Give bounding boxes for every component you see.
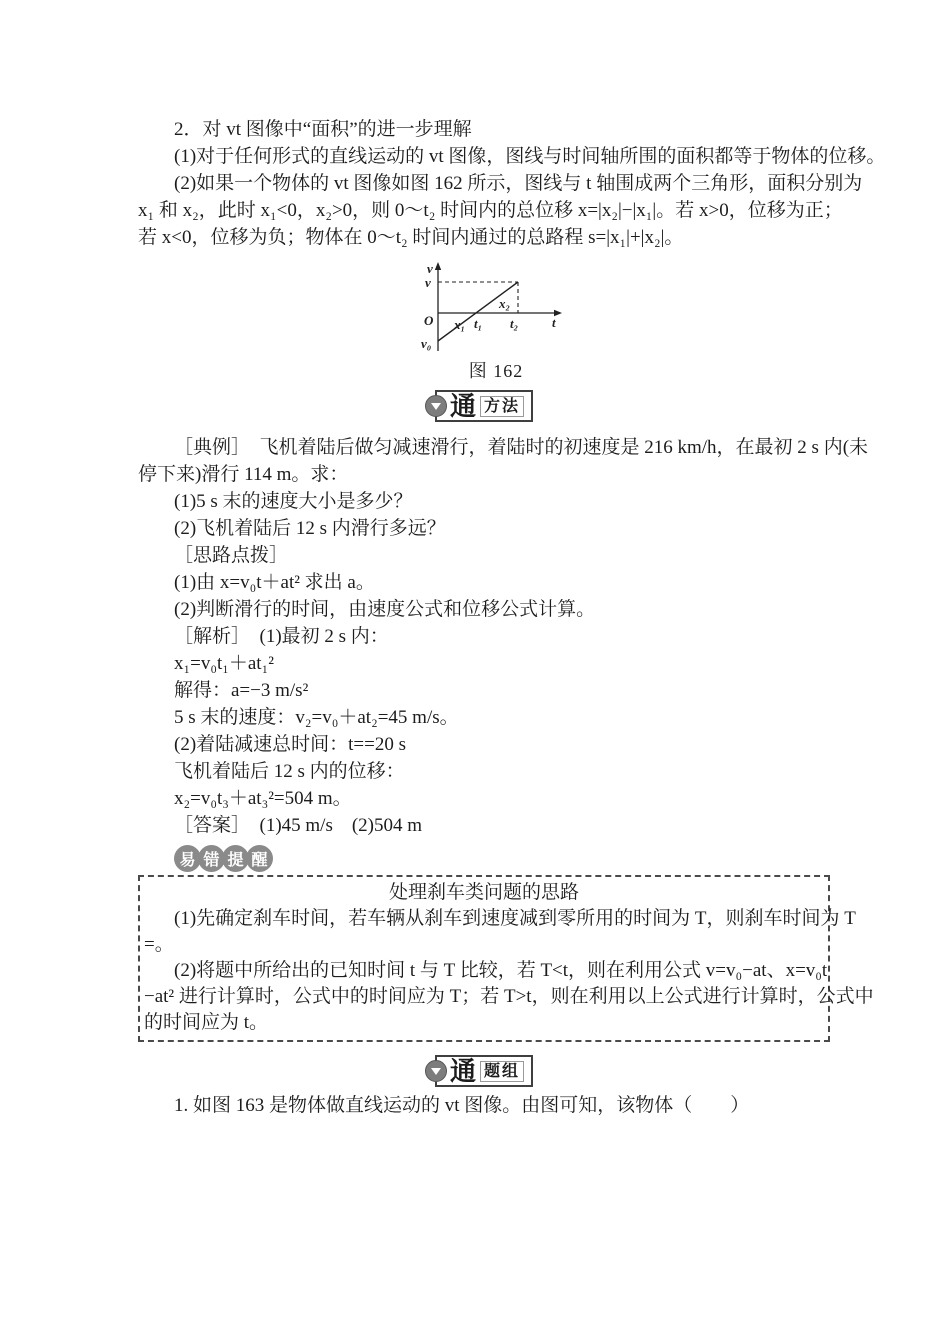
warning-box-line-3: (2)将题中所给出的已知时间 t 与 T 比较，若 T<t，则在利用公式 v=v₀−at、x=v₀t [174, 960, 828, 981]
method-badge [435, 390, 533, 422]
label-t1: t₁ [474, 316, 483, 331]
example-line-7: (2)判断滑行的时间，由速度公式和位移公式计算。 [174, 599, 596, 620]
question-line: 1. 如图 163 是物体做直线运动的 vt 图像。由图可知，该物体（ ） [174, 1095, 750, 1116]
error-alert-char-4: 醒 [246, 845, 273, 872]
label-x1: x₁ [454, 317, 466, 332]
example-line-8: ［解析］ (1)最初 2 s 内： [174, 626, 389, 647]
intro-line-2: (1)对于任何形式的直线运动的 vt 图像，图线与时间轴所围的面积都等于物体的位移。 [174, 146, 886, 167]
intro-line-4: x₁ 和 x₂，此时 x₁<0，x₂>0，则 0～t₂ 时间内的总位移 x=|x₂|−|x₁|。若 x>0，位移为正； [138, 200, 843, 221]
example-line-5: ［思路点拨］ [174, 545, 289, 566]
intro-line-1: 2．对 vt 图像中“面积”的进一步理解 [174, 119, 472, 140]
example-line-9: x₁=v₀t₁＋at₁² [174, 653, 274, 674]
warning-box-line-1: (1)先确定刹车时间，若车辆从刹车到速度减到零所用的时间为 T，则刹车时间为 T [174, 908, 856, 929]
vt-graph-svg [416, 261, 576, 357]
error-alert-badge [174, 844, 830, 872]
warning-box-line-4: −at² 进行计算时，公式中的时间应为 T；若 T>t，则在利用以上公式进行计算时，公式中 [144, 986, 874, 1007]
label-v0: v₀ [421, 336, 432, 351]
warning-box [138, 875, 874, 1042]
example-line-10: 解得：a=−3 m/s² [174, 680, 309, 701]
example-line-14: x₂=v₀t₃＋at₃²=504 m。 [174, 788, 352, 809]
example-line-4: (2)飞机着陆后 12 s 内滑行多远？ [174, 518, 446, 539]
warning-box-line-2: =。 [144, 934, 174, 955]
error-alert-char-1: 易 [174, 845, 201, 872]
intro-line-5: 若 x<0，位移为负；物体在 0～t₂ 时间内通过的总路程 s=|x₁|+|x₂|。 [138, 227, 684, 248]
pin-triangle-icon [425, 395, 447, 417]
label-x2: x₂ [499, 296, 511, 311]
intro-line-3: (2)如果一个物体的 vt 图像如图 162 所示，图线与 t 轴围成两个三角形，面积分别为 [174, 173, 863, 194]
label-v-level: v [425, 275, 431, 290]
error-alert-char-2: 错 [198, 845, 225, 872]
method-badge-main: 通 [449, 391, 476, 421]
label-t-axis: t [552, 315, 556, 330]
warning-box-title: 处理刹车类问题的思路 [388, 882, 579, 903]
group-badge-row [138, 1056, 830, 1086]
y-axis-arrow [435, 262, 441, 270]
method-badge-row [138, 391, 830, 421]
example-line-12: (2)着陆减速总时间：t==20 s [174, 734, 407, 755]
example-line-3: (1)5 s 末的速度大小是多少？ [174, 491, 413, 512]
group-badge-sub: 题组 [480, 1061, 524, 1082]
group-badge-main: 通 [449, 1056, 476, 1086]
example-line-11: 5 s 末的速度：v₂=v₀＋at₂=45 m/s。 [174, 707, 459, 728]
example-line-13: 飞机着陆后 12 s 内的位移： [174, 761, 405, 782]
example-line-1: ［典例］ 飞机着陆后做匀减速滑行，着陆时的初速度是 216 km/h，在最初 2 s 内(未 [174, 437, 869, 458]
pin-triangle-icon [425, 1060, 447, 1082]
label-v-axis: v [427, 261, 433, 276]
method-badge-sub: 方法 [480, 396, 524, 417]
vt-graph-figure [416, 261, 576, 383]
worked-example [138, 434, 869, 839]
example-line-15: ［答案］ (1)45 m/s (2)504 m [174, 815, 423, 836]
label-origin: O [424, 313, 434, 328]
warning-box-line-5: 的时间应为 t。 [144, 1012, 269, 1033]
group-badge [435, 1055, 533, 1087]
example-line-2: 停下来)滑行 114 m。求： [138, 464, 349, 485]
figure-caption: 图 162 [468, 361, 524, 381]
example-line-6: (1)由 x=v₀t＋at² 求出 a。 [174, 572, 375, 593]
label-t2: t₂ [510, 316, 519, 331]
velocity-line [438, 282, 518, 341]
error-alert-char-3: 提 [222, 845, 249, 872]
